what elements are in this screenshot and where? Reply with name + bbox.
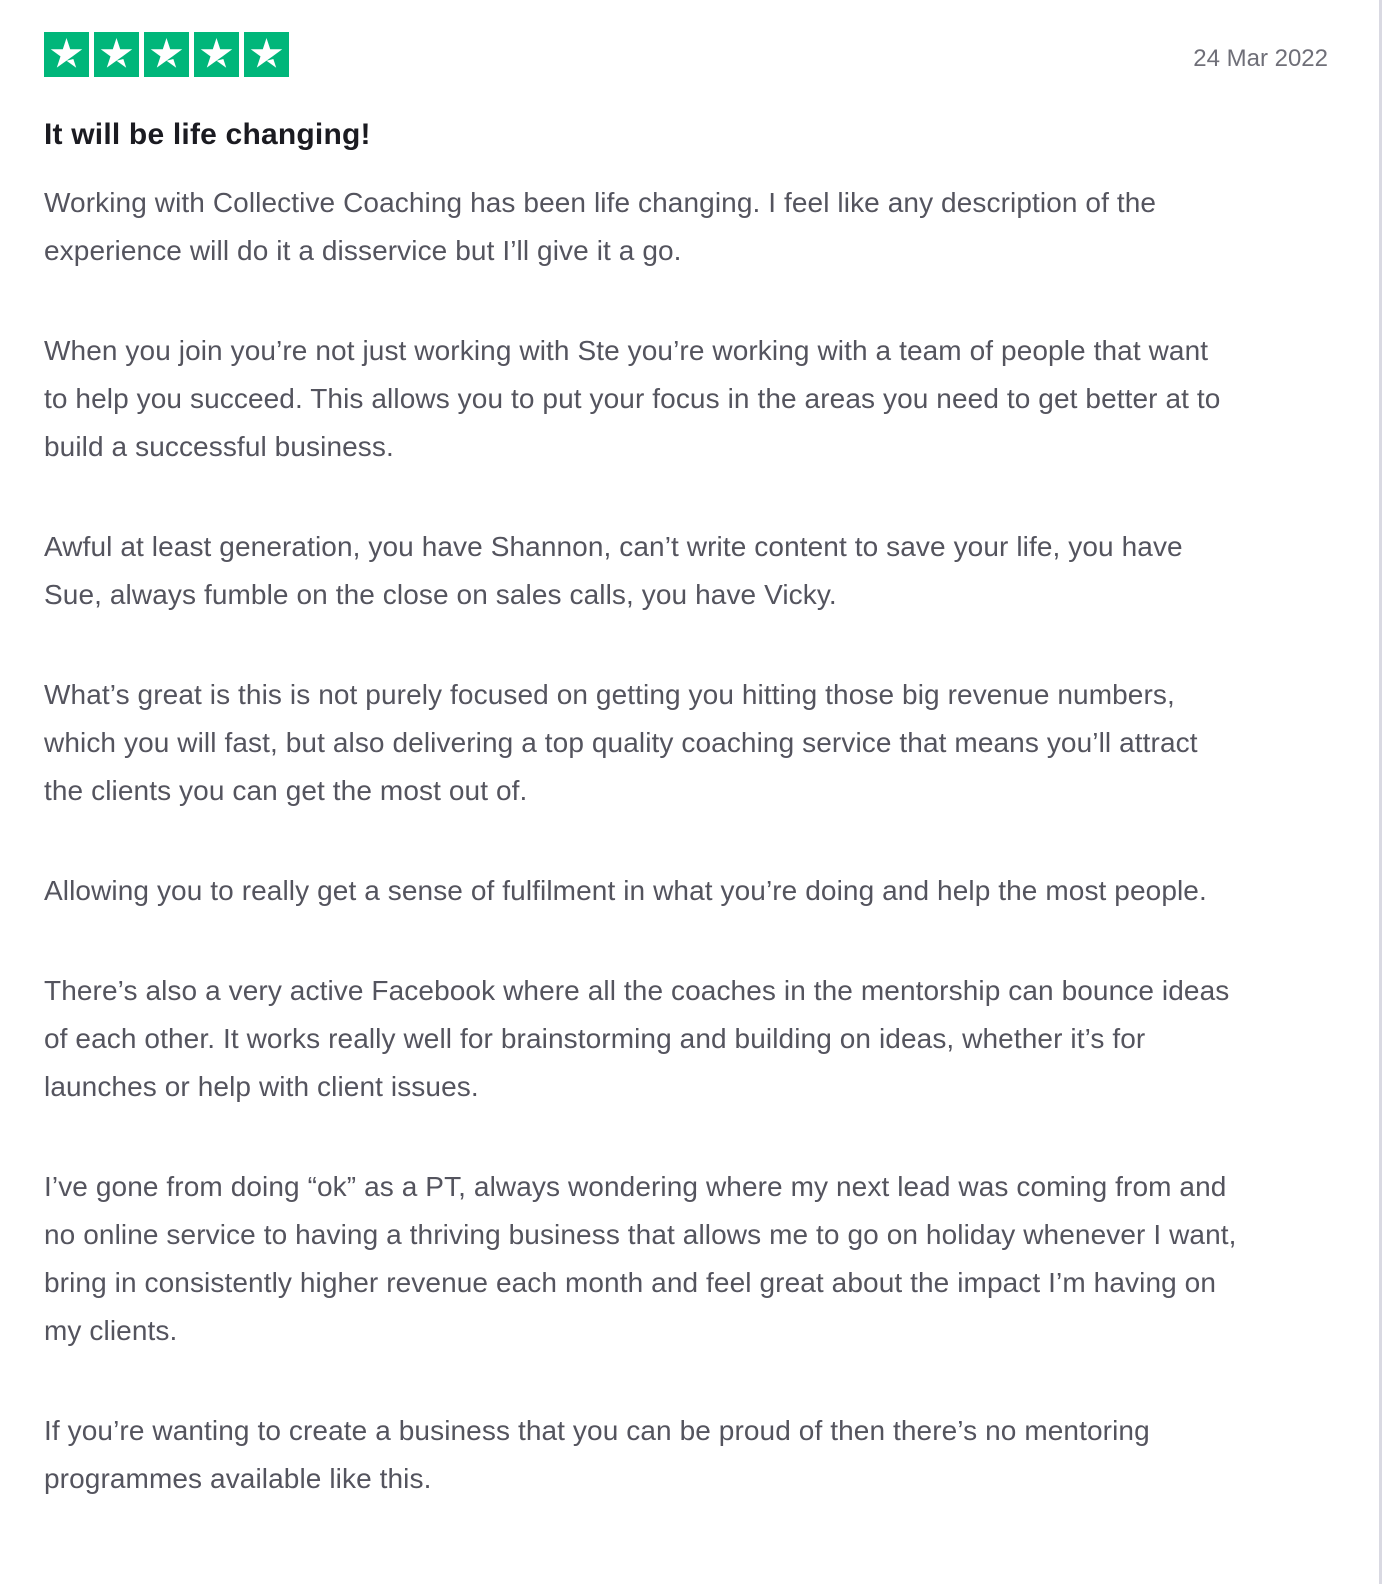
star-icon bbox=[144, 32, 189, 77]
review-paragraph: Awful at least generation, you have Shannon, can’t write content to save your life, you have Sue, always fumble on the close on sales calls, you have Vicky. bbox=[44, 531, 1183, 610]
right-divider bbox=[1379, 0, 1382, 1584]
review-paragraph: I’ve gone from doing “ok” as a PT, always wondering where my next lead was coming from and no online service to having a thriving business that allows me to go on holiday whenever I want, bring in consistently higher revenue each month and feel great about the impact I’m having on my clients. bbox=[44, 1171, 1237, 1346]
star-rating bbox=[44, 32, 289, 77]
review-paragraph: Allowing you to really get a sense of fulfilment in what you’re doing and help the most people. bbox=[44, 875, 1207, 906]
review-header bbox=[44, 32, 1328, 77]
star-icon bbox=[94, 32, 139, 77]
review-paragraph: What’s great is this is not purely focused on getting you hitting those big revenue numbers, which you will fast, but also delivering a top quality coaching service that means you’ll attract the clients you can get the most out of. bbox=[44, 679, 1198, 806]
star-icon bbox=[44, 32, 89, 77]
review-date: 24 Mar 2022 bbox=[1193, 45, 1328, 72]
review-paragraph: Working with Collective Coaching has been life changing. I feel like any description of the experience will do it a disservice but I’ll give it a go. bbox=[44, 187, 1157, 266]
review-body bbox=[44, 179, 1328, 1503]
star-icon bbox=[194, 32, 239, 77]
star-icon bbox=[244, 32, 289, 77]
review-title: It will be life changing! bbox=[44, 118, 371, 151]
review-paragraph: If you’re wanting to create a business that you can be proud of then there’s no mentoring programmes available like this. bbox=[44, 1415, 1150, 1494]
review-paragraph: There’s also a very active Facebook where all the coaches in the mentorship can bounce ideas of each other. It works really well for brainstorming and building on ideas, whether it’s for launches or help with client issues. bbox=[44, 975, 1230, 1102]
review-paragraph: When you join you’re not just working with Ste you’re working with a team of people that want to help you succeed. This allows you to put your focus in the areas you need to get better at to build a successful business. bbox=[44, 335, 1221, 462]
